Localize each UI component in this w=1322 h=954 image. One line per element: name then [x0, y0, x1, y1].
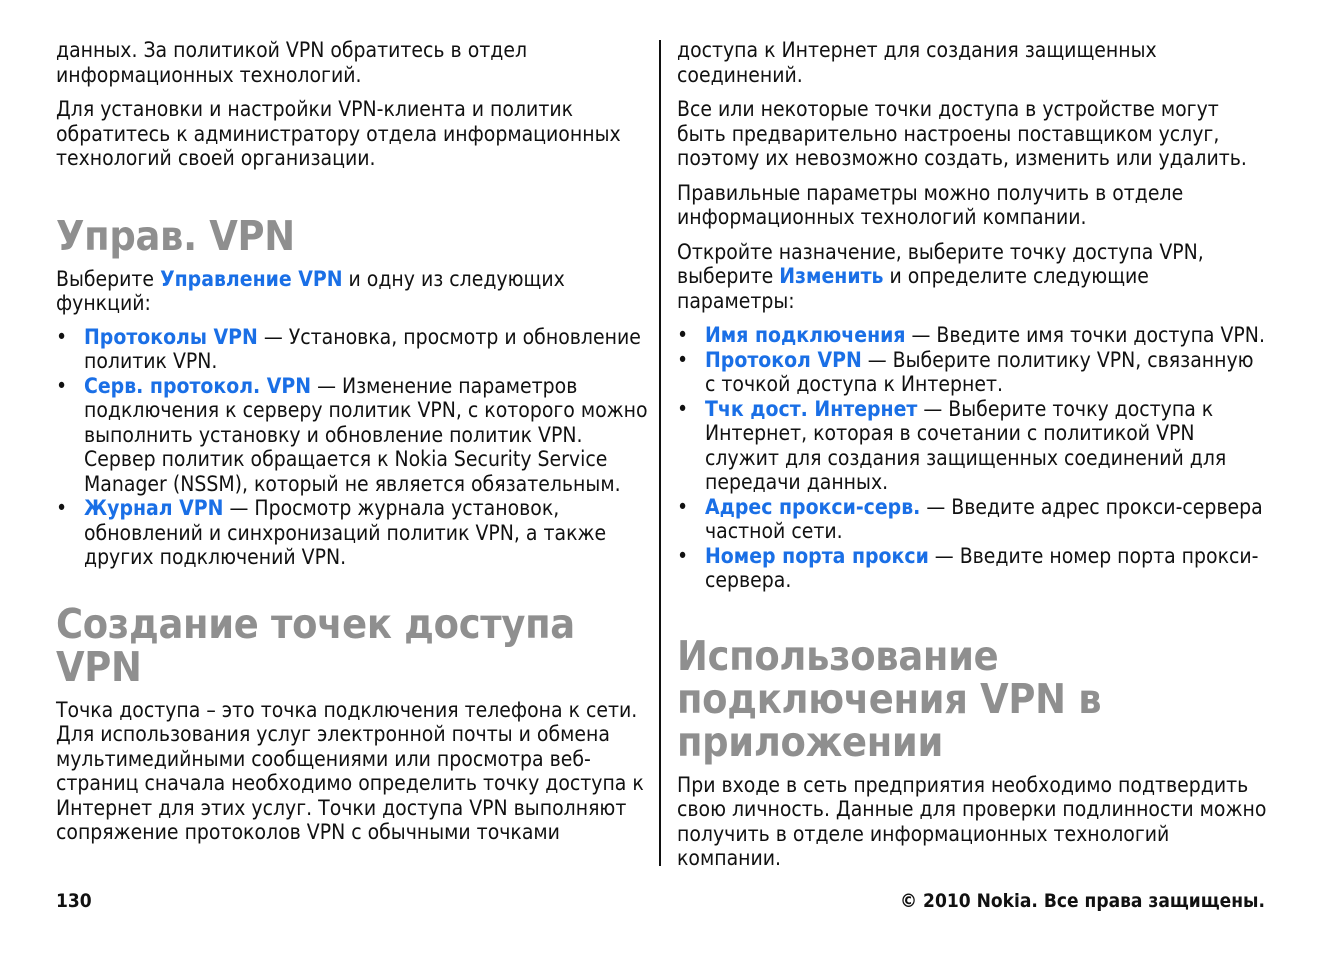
setting-description: — Введите адрес прокси-сервера частной сети. [705, 494, 1263, 543]
option-description: — Установка, просмотр и обновление политик VPN. [84, 324, 641, 373]
right-paragraph-4 [677, 240, 1269, 314]
list-item [677, 495, 1269, 544]
manage-instruction-post: и одну из следующих функций: [56, 266, 565, 315]
setting-description: — Выберите политику VPN, связанную с точкой доступа к Интернет. [705, 347, 1254, 396]
intro-paragraph-2: Для установки и настройки VPN-клиента и политик обратитесь к администратору отдела информационных технологий своей организации. [56, 97, 621, 170]
option-vpn-policies[interactable]: Протоколы VPN [84, 324, 258, 349]
setting-internet-access-point[interactable]: Тчк дост. Интернет [705, 396, 918, 421]
list-item [677, 323, 1269, 348]
edit-link[interactable]: Изменить [779, 264, 884, 288]
list-item [677, 348, 1269, 397]
page-number: 130 [56, 890, 92, 912]
right-paragraph-3: Правильные параметры можно получить в отделе информационных технологий компании. [677, 180, 1184, 229]
column-divider [659, 40, 661, 866]
right-column [677, 38, 1269, 881]
create-access-points-heading: Создание точек доступа VPN [56, 599, 575, 691]
copyright-notice: © 2010 Nokia. Все права защищены. [900, 890, 1265, 912]
manage-options-list [56, 325, 648, 570]
manage-vpn-heading: Управ. VPN [56, 211, 295, 260]
setting-description: — Введите имя точки доступа VPN. [905, 323, 1265, 347]
setting-proxy-address[interactable]: Адрес прокси-серв. [705, 494, 921, 519]
manage-vpn-link[interactable]: Управление VPN [160, 266, 343, 291]
right-paragraph-1: доступа к Интернет для создания защищенных соединений. [677, 38, 1157, 87]
use-vpn-in-application-heading: Использование подключения VPN в приложении [677, 631, 1102, 766]
list-item [56, 496, 648, 570]
option-description: — Просмотр журнала установок, обновлений и синхронизаций политик VPN, а также других подключений VPN. [84, 496, 607, 569]
setting-description: — Введите номер порта прокси-сервера. [705, 543, 1259, 592]
create-access-points-paragraph: Точка доступа – это точка подключения телефона к сети. Для использования услуг электронной почты и обмена мультимедийными сообщениями или просмотра веб-страниц сначала необходимо определить точку доступа к Интернет для этих услуг. Точки доступа VPN выполняют сопряжение протоколов VPN с обычными точками [56, 697, 644, 844]
option-vpn-log[interactable]: Журнал VPN [84, 496, 224, 520]
access-point-settings-list [677, 323, 1269, 593]
list-item [56, 374, 648, 497]
list-item [56, 325, 648, 374]
use-vpn-paragraph: При входе в сеть предприятия необходимо подтвердить свою личность. Данные для проверки подлинности можно получить в отделе информационных технологий компании. [677, 772, 1267, 870]
right-paragraph-2: Все или некоторые точки доступа в устройстве могут быть предварительно настроены поставщиком услуг, поэтому их невозможно создать, изменить или удалить. [677, 97, 1247, 170]
setting-connection-name[interactable]: Имя подключения [705, 323, 906, 347]
left-column [56, 38, 648, 855]
setting-vpn-policy[interactable]: Протокол VPN [705, 347, 862, 372]
list-item [677, 544, 1269, 593]
manage-vpn-instruction [56, 267, 648, 316]
setting-proxy-port[interactable]: Номер порта прокси [705, 543, 929, 568]
manage-instruction-pre: Выберите [56, 266, 161, 291]
option-policy-server[interactable]: Серв. протокол. VPN [84, 373, 312, 398]
list-item [677, 397, 1269, 495]
option-description: — Изменение параметров подключения к серверу политик VPN, с которого можно выполнить установку и обновление политик VPN. Сервер политик обращается к Nokia Security Service Manager (NSSM), который не является обязательным. [84, 373, 648, 496]
setting-description: — Выберите точку доступа к Интернет, которая в сочетании с политикой VPN служит для создания защищенных соединений для передачи данных. [705, 396, 1227, 494]
intro-paragraph-1: данных. За политикой VPN обратитесь в отдел информационных технологий. [56, 38, 528, 87]
edit-instruction-post: и определите следующие параметры: [677, 264, 1149, 313]
edit-instruction-pre: Откройте назначение, выберите точку доступа VPN, выберите [677, 239, 1204, 288]
